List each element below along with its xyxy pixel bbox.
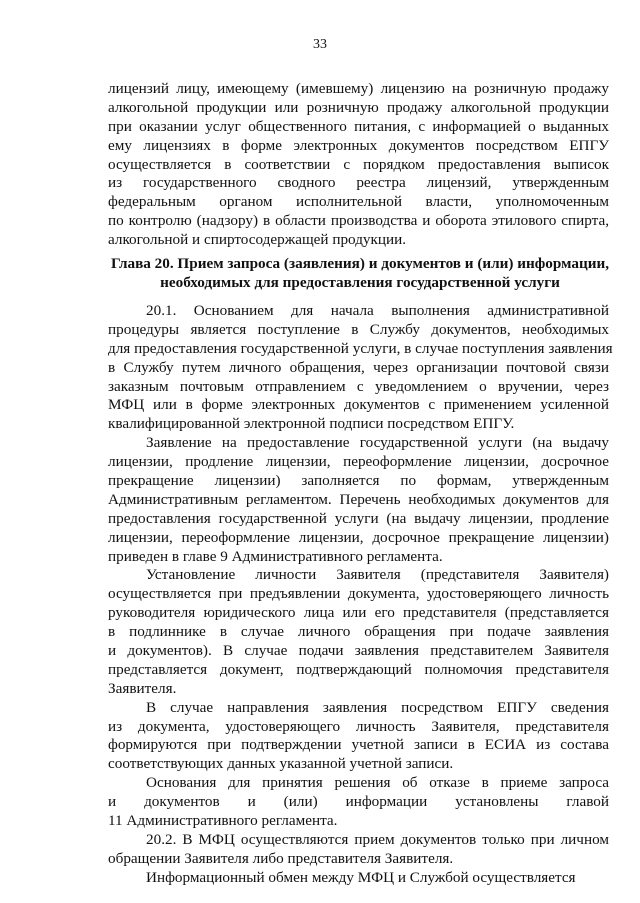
text-line: 11 Административного регламента.: [108, 812, 338, 830]
text-line: Основания для принятия решения об отказе в приеме запроса: [146, 774, 609, 792]
text-line: и документов и (или) информации установлены главой: [108, 793, 609, 811]
text-line: в подлиннике в случае личного обращения при подаче заявления: [108, 623, 609, 641]
text-line: квалифицированной электронной подписи посредством ЕПГУ.: [108, 415, 515, 433]
text-line: и документов). В случае подачи заявления представителем Заявителя: [108, 642, 609, 660]
text-line: В случае направления заявления посредством ЕПГУ сведения: [146, 698, 609, 716]
chapter-heading: [100, 254, 620, 292]
text-line: Информационный обмен между МФЦ и Службой осуществляется: [146, 868, 576, 886]
text-line: обращении Заявителя либо представителя Заявителя.: [108, 849, 454, 867]
text-line: приведен в главе 9 Административного регламента.: [108, 547, 443, 565]
text-line: из государственного сводного реестра лицензий, утвержденным: [108, 174, 609, 192]
text-line: МФЦ или в форме электронных документов с применением усиленной: [108, 396, 609, 414]
text-line: руководителя юридического лица или его представителя (представляется: [108, 604, 609, 622]
text-line: Установление личности Заявителя (представителя Заявителя): [146, 566, 609, 584]
text-line: Административным регламентом. Перечень необходимых документов для: [108, 490, 609, 508]
text-line: из документа, удостоверяющего личность Заявителя, представителя: [108, 717, 609, 735]
text-line: представляется документ, подтверждающий полномочия представителя: [108, 660, 609, 678]
text-line: формируются при подтверждении учетной записи в ЕСИА из состава: [108, 736, 609, 754]
page-number: 33: [313, 37, 327, 52]
text-line: лицензий лицу, имеющему (имевшему) лицензию на розничную продажу: [108, 80, 609, 97]
chapter-body: [108, 302, 613, 888]
text-line: осуществляется в соответствии с порядком предоставления выписок: [108, 155, 609, 173]
text-line: при оказании услуг общественного питания, с информацией о выданных: [108, 117, 609, 135]
text-line: 20.1. Основанием для начала выполнения административной: [146, 302, 609, 319]
text-line: соответствующих данных указанной учетной записи.: [108, 755, 454, 773]
text-line: предоставления государственной услуги (на выдачу лицензии, продление: [108, 509, 609, 527]
text-line: 20.2. В МФЦ осуществляются прием документов только при личном: [146, 830, 609, 848]
text-line: в Службу путем личного обращения, через организации почтовой связи: [108, 358, 609, 376]
text-line: лицензии, переоформление лицензии, досрочное прекращение лицензии): [108, 528, 609, 546]
chapter-heading-line: Глава 20. Прием запроса (заявления) и документов и (или) информации,: [111, 255, 609, 272]
text-line: прекращение лицензии) заполняется по формам, утвержденным: [108, 472, 609, 490]
text-line: по контролю (надзору) в области производства и оборота этилового спирта,: [108, 212, 609, 230]
chapter-heading-line: необходимых для предоставления государственной услуги: [160, 274, 560, 291]
text-line: алкогольной продукции или розничную продажу алкогольной продукции: [108, 98, 609, 116]
text-line: для предоставления государственной услуги, в случае поступления заявления: [108, 339, 613, 357]
text-line: федеральным органом исполнительной власти, уполномоченным: [108, 193, 609, 211]
text-line: алкогольной и спиртосодержащей продукции.: [108, 231, 407, 249]
text-line: лицензии, продление лицензии, переоформление лицензии, досрочное: [108, 453, 609, 471]
text-line: Заявителя.: [108, 679, 177, 697]
intro-paragraph: [108, 80, 609, 250]
text-line: процедуры является поступление в Службу документов, необходимых: [108, 320, 609, 338]
text-line: заказным почтовым отправлением с уведомлением о вручении, через: [108, 377, 609, 395]
text-line: осуществляется при предъявлении документа, удостоверяющего личность: [108, 585, 609, 603]
text-line: Заявление на предоставление государственной услуги (на выдачу: [146, 434, 609, 452]
text-line: ему лицензиях в форме электронных документов посредством ЕПГУ: [108, 136, 609, 154]
